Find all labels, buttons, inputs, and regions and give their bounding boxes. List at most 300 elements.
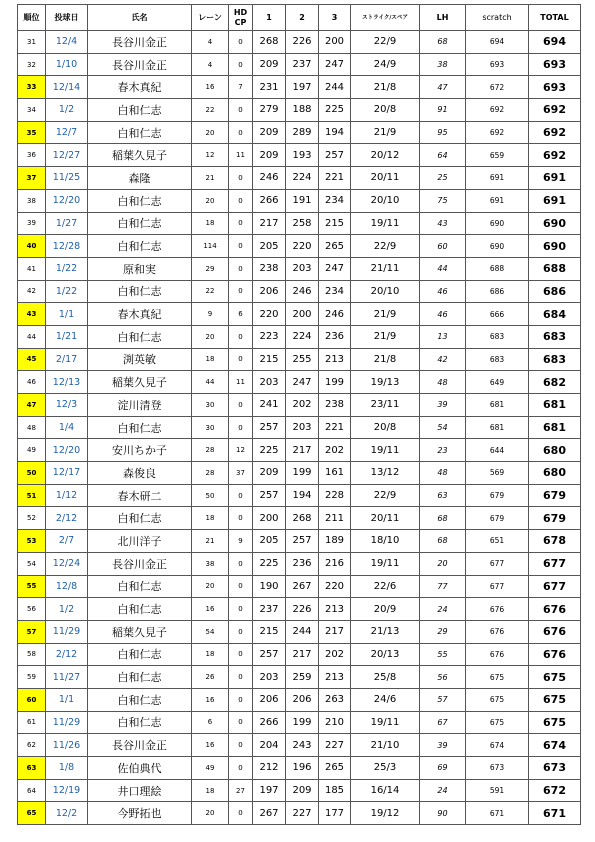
name-cell: 白和仁志 bbox=[88, 212, 192, 235]
total-cell: 676 bbox=[529, 598, 581, 621]
strike-spare-cell: 19/12 bbox=[351, 802, 420, 825]
total-cell: 677 bbox=[529, 575, 581, 598]
rank-cell: 47 bbox=[18, 394, 46, 417]
name-cell: 稲葉久見子 bbox=[88, 144, 192, 167]
strike-spare-cell: 19/11 bbox=[351, 212, 420, 235]
strike-spare-cell: 20/12 bbox=[351, 144, 420, 167]
hdcp-cell: 0 bbox=[229, 507, 253, 530]
rank-cell: 58 bbox=[18, 643, 46, 666]
table-row bbox=[18, 144, 581, 167]
game-2-cell: 196 bbox=[286, 757, 319, 780]
lane-cell: 44 bbox=[192, 371, 229, 394]
date-cell: 12/20 bbox=[46, 439, 88, 462]
table-row bbox=[18, 757, 581, 780]
game-3-cell: 244 bbox=[319, 76, 351, 99]
strike-spare-cell: 23/11 bbox=[351, 394, 420, 417]
strike-spare-cell: 21/8 bbox=[351, 348, 420, 371]
game-2-cell: 255 bbox=[286, 348, 319, 371]
game-3-cell: 161 bbox=[319, 462, 351, 485]
date-cell: 1/2 bbox=[46, 99, 88, 122]
scratch-cell: 679 bbox=[466, 507, 529, 530]
scratch-cell: 690 bbox=[466, 212, 529, 235]
table-row bbox=[18, 507, 581, 530]
date-cell: 1/8 bbox=[46, 757, 88, 780]
hdcp-cell: 0 bbox=[229, 711, 253, 734]
date-cell: 11/29 bbox=[46, 620, 88, 643]
date-cell: 12/17 bbox=[46, 462, 88, 485]
name-cell: 稲葉久見子 bbox=[88, 371, 192, 394]
rank-cell: 54 bbox=[18, 552, 46, 575]
hdcp-cell: 12 bbox=[229, 439, 253, 462]
lane-cell: 20 bbox=[192, 802, 229, 825]
game-3-cell: 236 bbox=[319, 325, 351, 348]
scratch-cell: 681 bbox=[466, 394, 529, 417]
table-row bbox=[18, 235, 581, 258]
name-cell: 白和仁志 bbox=[88, 598, 192, 621]
rank-cell: 50 bbox=[18, 462, 46, 485]
hdcp-cell: 0 bbox=[229, 348, 253, 371]
date-cell: 12/19 bbox=[46, 779, 88, 802]
table-row bbox=[18, 802, 581, 825]
name-cell: 今野拓也 bbox=[88, 802, 192, 825]
total-cell: 679 bbox=[529, 507, 581, 530]
game-3-cell: 213 bbox=[319, 348, 351, 371]
scratch-cell: 672 bbox=[466, 76, 529, 99]
game-1-cell: 217 bbox=[253, 212, 286, 235]
lane-cell: 20 bbox=[192, 121, 229, 144]
game-2-cell: 188 bbox=[286, 99, 319, 122]
total-cell: 681 bbox=[529, 416, 581, 439]
table-row bbox=[18, 325, 581, 348]
lane-cell: 38 bbox=[192, 552, 229, 575]
date-cell: 2/7 bbox=[46, 530, 88, 553]
total-cell: 691 bbox=[529, 189, 581, 212]
game-3-cell: 221 bbox=[319, 167, 351, 190]
game-1-cell: 200 bbox=[253, 507, 286, 530]
lane-cell: 50 bbox=[192, 484, 229, 507]
scratch-cell: 649 bbox=[466, 371, 529, 394]
rank-cell: 42 bbox=[18, 280, 46, 303]
table-row bbox=[18, 76, 581, 99]
game-1-cell: 215 bbox=[253, 348, 286, 371]
lh-cell: 38 bbox=[420, 53, 466, 76]
lane-cell: 4 bbox=[192, 31, 229, 54]
scratch-cell: 675 bbox=[466, 711, 529, 734]
strike-spare-cell: 25/8 bbox=[351, 666, 420, 689]
strike-spare-cell: 21/8 bbox=[351, 76, 420, 99]
game-2-cell: 226 bbox=[286, 598, 319, 621]
header-lh: LH bbox=[420, 5, 466, 31]
lh-cell: 25 bbox=[420, 167, 466, 190]
name-cell: 白和仁志 bbox=[88, 711, 192, 734]
game-3-cell: 216 bbox=[319, 552, 351, 575]
game-2-cell: 247 bbox=[286, 371, 319, 394]
scratch-cell: 676 bbox=[466, 598, 529, 621]
name-cell: 森隆 bbox=[88, 167, 192, 190]
lh-cell: 42 bbox=[420, 348, 466, 371]
game-1-cell: 266 bbox=[253, 711, 286, 734]
lane-cell: 18 bbox=[192, 643, 229, 666]
rank-cell: 48 bbox=[18, 416, 46, 439]
game-3-cell: 200 bbox=[319, 31, 351, 54]
table-row bbox=[18, 530, 581, 553]
game-3-cell: 220 bbox=[319, 575, 351, 598]
hdcp-cell: 11 bbox=[229, 371, 253, 394]
header-total: TOTAL bbox=[529, 5, 581, 31]
strike-spare-cell: 20/11 bbox=[351, 167, 420, 190]
rank-cell: 49 bbox=[18, 439, 46, 462]
table-row bbox=[18, 371, 581, 394]
hdcp-cell: 0 bbox=[229, 416, 253, 439]
game-2-cell: 193 bbox=[286, 144, 319, 167]
date-cell: 12/3 bbox=[46, 394, 88, 417]
lh-cell: 24 bbox=[420, 598, 466, 621]
game-1-cell: 204 bbox=[253, 734, 286, 757]
name-cell: 春木真紀 bbox=[88, 303, 192, 326]
date-cell: 12/8 bbox=[46, 575, 88, 598]
name-cell: 渕英敏 bbox=[88, 348, 192, 371]
game-2-cell: 199 bbox=[286, 462, 319, 485]
rank-cell: 62 bbox=[18, 734, 46, 757]
rank-cell: 44 bbox=[18, 325, 46, 348]
strike-spare-cell: 20/11 bbox=[351, 507, 420, 530]
name-cell: 井口理絵 bbox=[88, 779, 192, 802]
game-1-cell: 279 bbox=[253, 99, 286, 122]
scratch-cell: 677 bbox=[466, 575, 529, 598]
game-2-cell: 203 bbox=[286, 257, 319, 280]
scratch-cell: 691 bbox=[466, 167, 529, 190]
game-2-cell: 237 bbox=[286, 53, 319, 76]
lane-cell: 20 bbox=[192, 189, 229, 212]
lh-cell: 67 bbox=[420, 711, 466, 734]
rank-cell: 31 bbox=[18, 31, 46, 54]
scratch-cell: 692 bbox=[466, 121, 529, 144]
total-cell: 675 bbox=[529, 711, 581, 734]
strike-spare-cell: 22/9 bbox=[351, 484, 420, 507]
game-1-cell: 209 bbox=[253, 462, 286, 485]
lane-cell: 54 bbox=[192, 620, 229, 643]
table-row bbox=[18, 99, 581, 122]
total-cell: 676 bbox=[529, 620, 581, 643]
rank-cell: 57 bbox=[18, 620, 46, 643]
total-cell: 688 bbox=[529, 257, 581, 280]
game-2-cell: 243 bbox=[286, 734, 319, 757]
total-cell: 676 bbox=[529, 643, 581, 666]
scratch-cell: 659 bbox=[466, 144, 529, 167]
lane-cell: 20 bbox=[192, 325, 229, 348]
lh-cell: 39 bbox=[420, 734, 466, 757]
total-cell: 680 bbox=[529, 462, 581, 485]
table-row bbox=[18, 734, 581, 757]
game-3-cell: 263 bbox=[319, 688, 351, 711]
lane-cell: 49 bbox=[192, 757, 229, 780]
rank-cell: 61 bbox=[18, 711, 46, 734]
name-cell: 白和仁志 bbox=[88, 575, 192, 598]
hdcp-cell: 0 bbox=[229, 394, 253, 417]
scratch-cell: 673 bbox=[466, 757, 529, 780]
date-cell: 12/28 bbox=[46, 235, 88, 258]
game-3-cell: 247 bbox=[319, 257, 351, 280]
scratch-cell: 681 bbox=[466, 416, 529, 439]
strike-spare-cell: 20/9 bbox=[351, 598, 420, 621]
score-body bbox=[18, 31, 581, 825]
name-cell: 長谷川金正 bbox=[88, 552, 192, 575]
total-cell: 674 bbox=[529, 734, 581, 757]
date-cell: 12/7 bbox=[46, 121, 88, 144]
rank-cell: 45 bbox=[18, 348, 46, 371]
hdcp-cell: 0 bbox=[229, 734, 253, 757]
table-row bbox=[18, 348, 581, 371]
scratch-cell: 683 bbox=[466, 348, 529, 371]
game-3-cell: 202 bbox=[319, 643, 351, 666]
rank-cell: 43 bbox=[18, 303, 46, 326]
date-cell: 1/12 bbox=[46, 484, 88, 507]
date-cell: 12/13 bbox=[46, 371, 88, 394]
strike-spare-cell: 19/11 bbox=[351, 711, 420, 734]
game-2-cell: 258 bbox=[286, 212, 319, 235]
name-cell: 淀川清登 bbox=[88, 394, 192, 417]
total-cell: 675 bbox=[529, 688, 581, 711]
lh-cell: 75 bbox=[420, 189, 466, 212]
game-1-cell: 257 bbox=[253, 643, 286, 666]
date-cell: 1/22 bbox=[46, 257, 88, 280]
strike-spare-cell: 24/6 bbox=[351, 688, 420, 711]
game-2-cell: 244 bbox=[286, 620, 319, 643]
hdcp-cell: 0 bbox=[229, 666, 253, 689]
lh-cell: 47 bbox=[420, 76, 466, 99]
game-1-cell: 209 bbox=[253, 121, 286, 144]
strike-spare-cell: 21/9 bbox=[351, 121, 420, 144]
hdcp-cell: 0 bbox=[229, 598, 253, 621]
scratch-cell: 690 bbox=[466, 235, 529, 258]
hdcp-cell: 0 bbox=[229, 552, 253, 575]
hdcp-cell: 0 bbox=[229, 53, 253, 76]
lh-cell: 43 bbox=[420, 212, 466, 235]
game-2-cell: 206 bbox=[286, 688, 319, 711]
table-row bbox=[18, 303, 581, 326]
lh-cell: 69 bbox=[420, 757, 466, 780]
game-1-cell: 205 bbox=[253, 235, 286, 258]
game-1-cell: 268 bbox=[253, 31, 286, 54]
scratch-cell: 688 bbox=[466, 257, 529, 280]
table-row bbox=[18, 484, 581, 507]
table-row bbox=[18, 394, 581, 417]
lane-cell: 29 bbox=[192, 257, 229, 280]
hdcp-cell: 0 bbox=[229, 688, 253, 711]
hdcp-cell: 0 bbox=[229, 99, 253, 122]
table-row bbox=[18, 212, 581, 235]
rank-cell: 40 bbox=[18, 235, 46, 258]
game-3-cell: 228 bbox=[319, 484, 351, 507]
lane-cell: 30 bbox=[192, 394, 229, 417]
rank-cell: 64 bbox=[18, 779, 46, 802]
lane-cell: 22 bbox=[192, 99, 229, 122]
game-3-cell: 234 bbox=[319, 280, 351, 303]
table-row bbox=[18, 53, 581, 76]
lane-cell: 18 bbox=[192, 348, 229, 371]
name-cell: 白和仁志 bbox=[88, 325, 192, 348]
rank-cell: 65 bbox=[18, 802, 46, 825]
strike-spare-cell: 16/14 bbox=[351, 779, 420, 802]
lane-cell: 9 bbox=[192, 303, 229, 326]
table-row bbox=[18, 121, 581, 144]
game-2-cell: 224 bbox=[286, 167, 319, 190]
date-cell: 11/29 bbox=[46, 711, 88, 734]
date-cell: 12/24 bbox=[46, 552, 88, 575]
name-cell: 森俊良 bbox=[88, 462, 192, 485]
header-name: 氏名 bbox=[88, 5, 192, 31]
lh-cell: 60 bbox=[420, 235, 466, 258]
lane-cell: 18 bbox=[192, 779, 229, 802]
scratch-cell: 591 bbox=[466, 779, 529, 802]
game-3-cell: 213 bbox=[319, 666, 351, 689]
game-2-cell: 236 bbox=[286, 552, 319, 575]
table-row bbox=[18, 575, 581, 598]
header-row bbox=[18, 5, 581, 31]
game-2-cell: 200 bbox=[286, 303, 319, 326]
hdcp-cell: 0 bbox=[229, 189, 253, 212]
lane-cell: 21 bbox=[192, 167, 229, 190]
header-scratch: scratch bbox=[466, 5, 529, 31]
table-row bbox=[18, 439, 581, 462]
table-row bbox=[18, 167, 581, 190]
strike-spare-cell: 13/12 bbox=[351, 462, 420, 485]
date-cell: 11/26 bbox=[46, 734, 88, 757]
game-3-cell: 265 bbox=[319, 757, 351, 780]
strike-spare-cell: 22/9 bbox=[351, 235, 420, 258]
table-row bbox=[18, 189, 581, 212]
lane-cell: 21 bbox=[192, 530, 229, 553]
rank-cell: 38 bbox=[18, 189, 46, 212]
rank-cell: 34 bbox=[18, 99, 46, 122]
date-cell: 1/21 bbox=[46, 325, 88, 348]
header-rank: 順位 bbox=[18, 5, 46, 31]
total-cell: 693 bbox=[529, 53, 581, 76]
rank-cell: 63 bbox=[18, 757, 46, 780]
scratch-cell: 666 bbox=[466, 303, 529, 326]
lh-cell: 46 bbox=[420, 280, 466, 303]
lane-cell: 26 bbox=[192, 666, 229, 689]
total-cell: 678 bbox=[529, 530, 581, 553]
strike-spare-cell: 21/9 bbox=[351, 303, 420, 326]
lh-cell: 48 bbox=[420, 371, 466, 394]
game-2-cell: 289 bbox=[286, 121, 319, 144]
strike-spare-cell: 21/13 bbox=[351, 620, 420, 643]
lh-cell: 44 bbox=[420, 257, 466, 280]
strike-spare-cell: 21/11 bbox=[351, 257, 420, 280]
lh-cell: 13 bbox=[420, 325, 466, 348]
game-1-cell: 266 bbox=[253, 189, 286, 212]
rank-cell: 37 bbox=[18, 167, 46, 190]
game-1-cell: 223 bbox=[253, 325, 286, 348]
strike-spare-cell: 25/3 bbox=[351, 757, 420, 780]
total-cell: 694 bbox=[529, 31, 581, 54]
scratch-cell: 651 bbox=[466, 530, 529, 553]
hdcp-cell: 0 bbox=[229, 257, 253, 280]
total-cell: 677 bbox=[529, 552, 581, 575]
rank-cell: 56 bbox=[18, 598, 46, 621]
name-cell: 白和仁志 bbox=[88, 416, 192, 439]
game-3-cell: 210 bbox=[319, 711, 351, 734]
date-cell: 1/4 bbox=[46, 416, 88, 439]
rank-cell: 41 bbox=[18, 257, 46, 280]
strike-spare-cell: 19/11 bbox=[351, 552, 420, 575]
game-3-cell: 189 bbox=[319, 530, 351, 553]
date-cell: 1/2 bbox=[46, 598, 88, 621]
name-cell: 長谷川金正 bbox=[88, 31, 192, 54]
hdcp-cell: 27 bbox=[229, 779, 253, 802]
game-1-cell: 225 bbox=[253, 552, 286, 575]
game-3-cell: 185 bbox=[319, 779, 351, 802]
game-1-cell: 206 bbox=[253, 280, 286, 303]
game-2-cell: 226 bbox=[286, 31, 319, 54]
hdcp-cell: 0 bbox=[229, 484, 253, 507]
game-1-cell: 225 bbox=[253, 439, 286, 462]
game-2-cell: 246 bbox=[286, 280, 319, 303]
table-row bbox=[18, 598, 581, 621]
game-1-cell: 257 bbox=[253, 416, 286, 439]
name-cell: 白和仁志 bbox=[88, 189, 192, 212]
lh-cell: 68 bbox=[420, 530, 466, 553]
header-game-2: 2 bbox=[286, 5, 319, 31]
total-cell: 671 bbox=[529, 802, 581, 825]
lh-cell: 90 bbox=[420, 802, 466, 825]
scratch-cell: 671 bbox=[466, 802, 529, 825]
lh-cell: 68 bbox=[420, 31, 466, 54]
total-cell: 684 bbox=[529, 303, 581, 326]
game-3-cell: 199 bbox=[319, 371, 351, 394]
lh-cell: 77 bbox=[420, 575, 466, 598]
hdcp-cell: 37 bbox=[229, 462, 253, 485]
game-1-cell: 215 bbox=[253, 620, 286, 643]
hdcp-cell: 0 bbox=[229, 575, 253, 598]
game-1-cell: 209 bbox=[253, 53, 286, 76]
name-cell: 原和実 bbox=[88, 257, 192, 280]
header-game-3: 3 bbox=[319, 5, 351, 31]
lane-cell: 114 bbox=[192, 235, 229, 258]
game-2-cell: 203 bbox=[286, 416, 319, 439]
date-cell: 2/17 bbox=[46, 348, 88, 371]
scratch-cell: 679 bbox=[466, 484, 529, 507]
name-cell: 長谷川金正 bbox=[88, 734, 192, 757]
scratch-cell: 676 bbox=[466, 620, 529, 643]
total-cell: 673 bbox=[529, 757, 581, 780]
game-3-cell: 213 bbox=[319, 598, 351, 621]
name-cell: 白和仁志 bbox=[88, 99, 192, 122]
strike-spare-cell: 20/10 bbox=[351, 189, 420, 212]
total-cell: 679 bbox=[529, 484, 581, 507]
rank-cell: 51 bbox=[18, 484, 46, 507]
lh-cell: 29 bbox=[420, 620, 466, 643]
lane-cell: 12 bbox=[192, 144, 229, 167]
hdcp-cell: 0 bbox=[229, 31, 253, 54]
hdcp-cell: 9 bbox=[229, 530, 253, 553]
scratch-cell: 676 bbox=[466, 643, 529, 666]
rank-cell: 59 bbox=[18, 666, 46, 689]
date-cell: 1/27 bbox=[46, 212, 88, 235]
date-cell: 11/25 bbox=[46, 167, 88, 190]
game-3-cell: 227 bbox=[319, 734, 351, 757]
scratch-cell: 644 bbox=[466, 439, 529, 462]
name-cell: 白和仁志 bbox=[88, 235, 192, 258]
strike-spare-cell: 18/10 bbox=[351, 530, 420, 553]
strike-spare-cell: 20/13 bbox=[351, 643, 420, 666]
game-2-cell: 217 bbox=[286, 439, 319, 462]
game-1-cell: 206 bbox=[253, 688, 286, 711]
lh-cell: 39 bbox=[420, 394, 466, 417]
lane-cell: 18 bbox=[192, 507, 229, 530]
total-cell: 675 bbox=[529, 666, 581, 689]
